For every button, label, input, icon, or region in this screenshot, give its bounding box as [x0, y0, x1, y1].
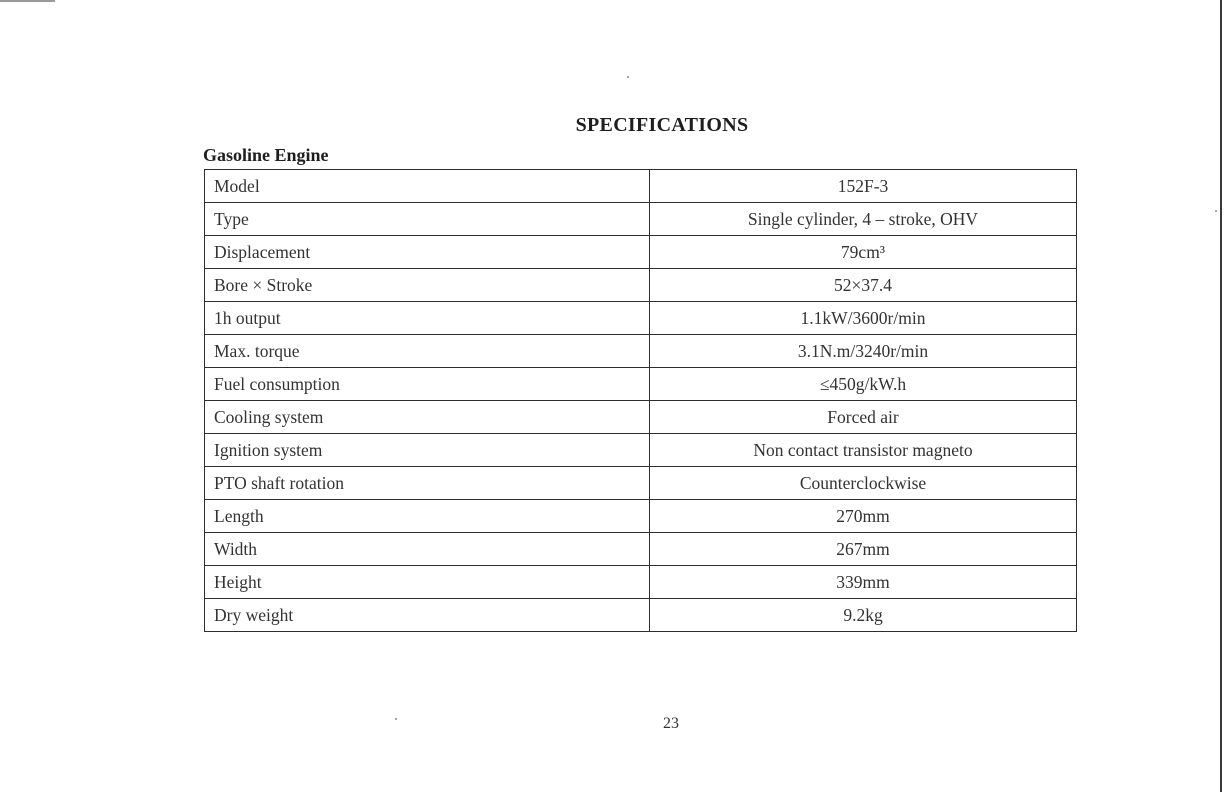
table-row: [205, 434, 1077, 467]
specifications-table: [204, 169, 1077, 632]
spec-parameter: PTO shaft rotation: [205, 467, 650, 500]
table-row: [205, 368, 1077, 401]
table-row: [205, 236, 1077, 269]
table-row: [205, 533, 1077, 566]
scan-speck: [627, 76, 629, 78]
spec-value: 9.2kg: [650, 599, 1077, 632]
spec-value: Non contact transistor magneto: [650, 434, 1077, 467]
table-row: [205, 566, 1077, 599]
spec-parameter: Model: [205, 170, 650, 203]
table-row: [205, 401, 1077, 434]
table-row: [205, 269, 1077, 302]
spec-value: ≤450g/kW.h: [650, 368, 1077, 401]
spec-parameter: Fuel consumption: [205, 368, 650, 401]
spec-parameter: Type: [205, 203, 650, 236]
spec-value: 52×37.4: [650, 269, 1077, 302]
table-row: [205, 467, 1077, 500]
section-title: Gasoline Engine: [203, 145, 329, 165]
scan-speck: [1215, 210, 1217, 212]
scan-edge-top: [0, 0, 55, 2]
table-row: [205, 203, 1077, 236]
spec-parameter: 1h output: [205, 302, 650, 335]
table-row: [205, 500, 1077, 533]
spec-value: Counterclockwise: [650, 467, 1077, 500]
spec-value: Forced air: [650, 401, 1077, 434]
spec-parameter: Ignition system: [205, 434, 650, 467]
spec-parameter: Width: [205, 533, 650, 566]
spec-value: 1.1kW/3600r/min: [650, 302, 1077, 335]
spec-parameter: Dry weight: [205, 599, 650, 632]
spec-parameter: Cooling system: [205, 401, 650, 434]
spec-value: 339mm: [650, 566, 1077, 599]
table-row: [205, 170, 1077, 203]
table-row: [205, 599, 1077, 632]
spec-value: 3.1N.m/3240r/min: [650, 335, 1077, 368]
spec-parameter: Bore × Stroke: [205, 269, 650, 302]
spec-parameter: Displacement: [205, 236, 650, 269]
table-row: [205, 335, 1077, 368]
spec-parameter: Height: [205, 566, 650, 599]
spec-value: 267mm: [650, 533, 1077, 566]
spec-value: 79cm³: [650, 236, 1077, 269]
spec-value: Single cylinder, 4 – stroke, OHV: [650, 203, 1077, 236]
spec-value: 152F-3: [650, 170, 1077, 203]
page-number: 23: [663, 715, 679, 732]
page-title: SPECIFICATIONS: [575, 114, 749, 136]
spec-value: 270mm: [650, 500, 1077, 533]
spec-parameter: Length: [205, 500, 650, 533]
spec-parameter: Max. torque: [205, 335, 650, 368]
table-row: [205, 302, 1077, 335]
